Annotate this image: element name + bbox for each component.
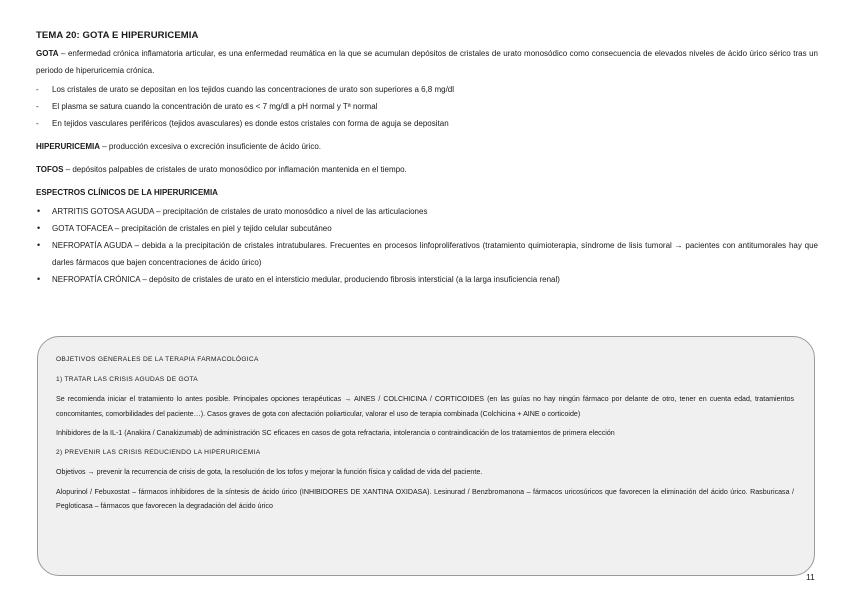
box-subheading-2: 2) PREVENIR LAS CRISIS REDUCIENDO LA HIPERURICEMIA [56, 448, 261, 456]
list-item-text: El plasma se satura cuando la concentración de urato es < 7 mg/dl a pH normal y Tª normal [52, 102, 378, 111]
tofos-text: – depósitos palpables de cristales de urato monosódico por inflamación mantenida en el tiempo. [63, 165, 407, 174]
therapy-objectives-box [37, 336, 815, 576]
list-item-text: GOTA TOFACEA – precipitación de cristales en piel y tejido celular subcutáneo [52, 224, 332, 233]
espectros-heading [36, 184, 818, 201]
box-heading: OBJETIVOS GENERALES DE LA TERAPIA FARMACOLÓGICA [56, 356, 259, 363]
hiperuricemia-definition [36, 138, 818, 155]
list-item-text: ARTRITIS GOTOSA AGUDA – precipitación de cristales de urato monosódico a nivel de las articulaciones [52, 207, 428, 216]
list-item-text: NEFROPATÍA AGUDA – debida a la precipitación de cristales intratubulares. Frecuentes en procesos linfoproliferativos (tratamiento quimioterapia, síndrome de lisis tumoral → pacientes con antitumorales hay que darles fármacos que bajen concentraciones de ácido úrico) [52, 241, 818, 267]
box-paragraph-3: Objetivos → prevenir la recurrencia de crisis de gota, la resolución de los tofos y mejorar la función física y calidad de vida del paciente. [56, 468, 483, 476]
list-item-text: NEFROPATÍA CRÓNICA – depósito de cristales de urato en el intersticio medular, produciendo fibrosis intersticial (a la larga insuficiencia renal) [52, 275, 560, 284]
espectros-heading-text: ESPECTROS CLÍNICOS DE LA HIPERURICEMIA [36, 188, 218, 197]
tofos-term: TOFOS [36, 165, 64, 174]
gota-text: – enfermedad crónica inflamatoria articular, es una enfermedad reumática en la que se acumulan depósitos de cristales de urato monosódico como consecuencia de elevados niveles de ácido úrico sérico tras un periodo de hiperuricemia crónica. [36, 49, 818, 75]
list-item: - En tejidos vasculares periféricos (tejidos avasculares) es donde estos cristales con forma de aguja se depositan [36, 119, 449, 128]
list-item-text: Los cristales de urato se depositan en los tejidos cuando las concentraciones de urato son superiores a 6,8 mg/dl [52, 85, 455, 94]
hiperuricemia-term: HIPERURICEMIA [36, 142, 101, 151]
list-item: - El plasma se satura cuando la concentración de urato es < 7 mg/dl a pH normal y Tª normal [36, 102, 378, 111]
page-title: TEMA 20: GOTA E HIPERURICEMIA [36, 30, 199, 41]
list-item: • NEFROPATÍA CRÓNICA – depósito de cristales de urato en el intersticio medular, produciendo fibrosis intersticial (a la larga insuficiencia renal) [37, 274, 560, 284]
page-number: 11 [806, 572, 815, 582]
tofos-definition [36, 161, 818, 178]
gota-term: GOTA [36, 49, 59, 58]
list-item: • GOTA TOFACEA – precipitación de cristales en piel y tejido celular subcutáneo [37, 223, 332, 233]
list-item: - Los cristales de urato se depositan en los tejidos cuando las concentraciones de urato son superiores a 6,8 mg/dl [36, 85, 455, 94]
box-subheading-1: 1) TRATAR LAS CRISIS AGUDAS DE GOTA [56, 375, 198, 383]
document-body [36, 30, 818, 288]
list-item: • NEFROPATÍA AGUDA – debida a la precipitación de cristales intratubulares. Frecuentes en procesos linfoproliferativos (tratamiento quimioterapia, síndrome de lisis tumoral → pacientes con antitumorales hay que darles fármacos que bajen concentraciones de ácido úrico) [37, 240, 818, 267]
espectros-list [36, 203, 818, 288]
urate-facts-list [36, 81, 818, 132]
list-item: • ARTRITIS GOTOSA AGUDA – precipitación de cristales de urato monosódico a nivel de las articulaciones [37, 206, 428, 216]
box-paragraph-2: Inhibidores de la IL-1 (Anakira / Canakizumab) de administración SC eficaces en casos de gota refractaria, intolerancia o contraindicación de los tratamientos de primera elección [56, 429, 615, 437]
box-paragraph-1: Se recomienda iniciar el tratamiento lo antes posible. Principales opciones terapéuticas → AINES / COLCHICINA / CORTICOIDES (en las guías no hay ningún fármaco por delante de otro, tener en cuenta edad, tratamientos concomitantes, comorbilidades del paciente…). Casos graves de gota con afectación poliarticular, valorar el uso de terapia combinada (Colchicina + AINE o corticoide) [56, 395, 794, 418]
gota-definition [36, 45, 818, 79]
hiperuricemia-text: – producción excesiva o excreción insuficiente de ácido úrico. [100, 142, 322, 151]
list-item-text: En tejidos vasculares periféricos (tejidos avasculares) es donde estos cristales con forma de aguja se depositan [52, 119, 449, 128]
box-paragraph-4: Alopurinol / Febuxostat – fármacos inhibidores de la síntesis de ácido úrico (INHIBIDORES DE XANTINA OXIDASA). Lesinurad / Benzbromanona – fármacos uricosúricos que favorecen la eliminación del ácido úrico. Rasburicasa / Pegloticasa – fármacos que favorecen la degradación del ácido úrico [56, 487, 794, 510]
